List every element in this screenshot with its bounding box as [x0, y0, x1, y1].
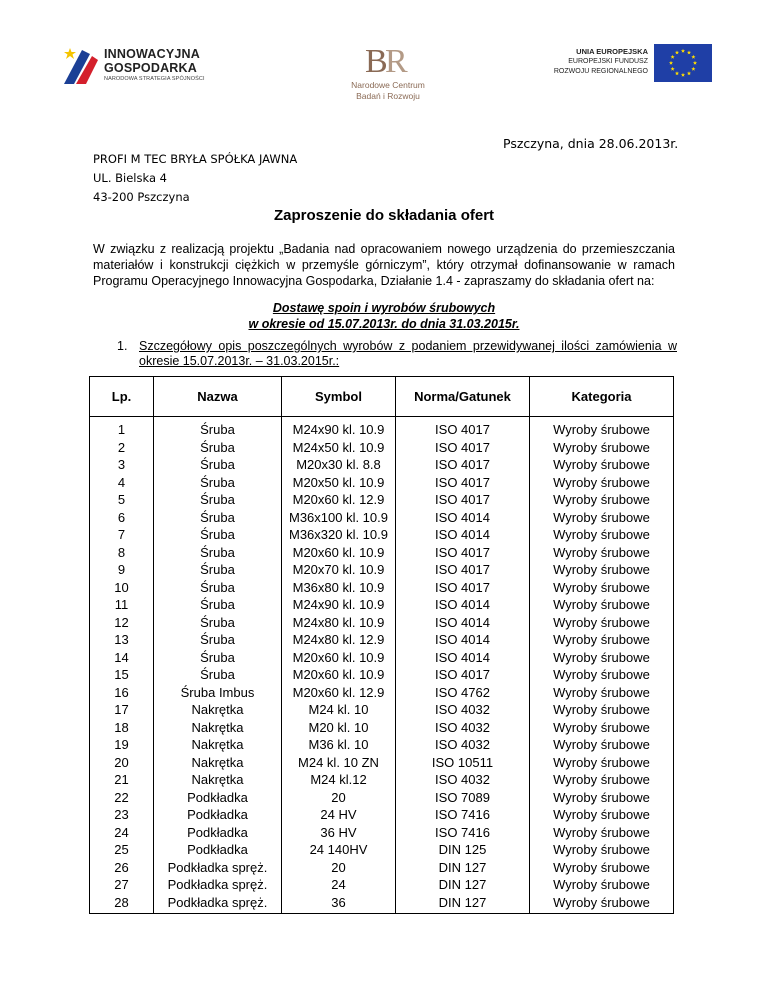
cell-kategoria: Wyroby śrubowe — [530, 719, 674, 737]
offer-subject-line1: Dostawę spoin i wyrobów śrubowych — [272, 301, 496, 315]
cell-nazwa: Nakrętka — [154, 771, 282, 789]
header-symbol: Symbol — [282, 377, 396, 417]
cell-norma: ISO 4017 — [396, 561, 530, 579]
cell-kategoria: Wyroby śrubowe — [530, 456, 674, 474]
cell-kategoria: Wyroby śrubowe — [530, 754, 674, 772]
cell-norma: ISO 4762 — [396, 684, 530, 702]
cell-lp: 15 — [90, 666, 154, 684]
cell-norma: ISO 4014 — [396, 509, 530, 527]
cell-norma: DIN 127 — [396, 894, 530, 914]
cell-nazwa: Śruba — [154, 561, 282, 579]
cell-nazwa: Śruba — [154, 456, 282, 474]
cell-kategoria: Wyroby śrubowe — [530, 544, 674, 562]
cell-lp: 13 — [90, 631, 154, 649]
cell-kategoria: Wyroby śrubowe — [530, 579, 674, 597]
table-row — [90, 579, 674, 597]
cell-norma: DIN 127 — [396, 876, 530, 894]
cell-norma: ISO 7089 — [396, 789, 530, 807]
innowacyjna-gospodarka-emblem-icon — [62, 44, 100, 86]
cell-lp: 12 — [90, 614, 154, 632]
cell-norma: ISO 4017 — [396, 474, 530, 492]
cell-norma: ISO 4032 — [396, 719, 530, 737]
cell-norma: ISO 7416 — [396, 806, 530, 824]
cell-kategoria: Wyroby śrubowe — [530, 736, 674, 754]
cell-symbol: 24 HV — [282, 806, 396, 824]
cell-kategoria: Wyroby śrubowe — [530, 841, 674, 859]
list-item-number: 1. — [117, 339, 128, 353]
cell-nazwa: Śruba — [154, 579, 282, 597]
company-address-block — [93, 150, 297, 207]
ncbr-logo — [333, 42, 443, 104]
cell-kategoria: Wyroby śrubowe — [530, 824, 674, 842]
offer-subject-line2: w okresie od 15.07.2013r. do dnia 31.03.2015r. — [248, 317, 520, 331]
cell-lp: 17 — [90, 701, 154, 719]
products-table — [89, 376, 674, 914]
cell-symbol: M24 kl.12 — [282, 771, 396, 789]
cell-lp: 28 — [90, 894, 154, 914]
cell-kategoria: Wyroby śrubowe — [530, 509, 674, 527]
cell-symbol: M36x100 kl. 10.9 — [282, 509, 396, 527]
cell-symbol: M36x320 kl. 10.9 — [282, 526, 396, 544]
cell-kategoria: Wyroby śrubowe — [530, 894, 674, 914]
cell-lp: 7 — [90, 526, 154, 544]
cell-kategoria: Wyroby śrubowe — [530, 417, 674, 439]
cell-nazwa: Śruba — [154, 666, 282, 684]
cell-kategoria: Wyroby śrubowe — [530, 876, 674, 894]
cell-lp: 23 — [90, 806, 154, 824]
cell-norma: ISO 4014 — [396, 649, 530, 667]
eu-flag-icon — [654, 44, 712, 82]
table-row — [90, 736, 674, 754]
cell-symbol: M24 kl. 10 — [282, 701, 396, 719]
cell-lp: 27 — [90, 876, 154, 894]
cell-norma: ISO 4017 — [396, 439, 530, 457]
table-row — [90, 684, 674, 702]
table-row — [90, 789, 674, 807]
ig-logo-line1: INNOWACYJNA — [104, 47, 200, 61]
ncbr-logo-line1: Narodowe Centrum — [351, 80, 425, 90]
header-norma: Norma/Gatunek — [396, 377, 530, 417]
header-lp: Lp. — [90, 377, 154, 417]
offer-subject — [0, 300, 768, 332]
cell-lp: 5 — [90, 491, 154, 509]
cell-nazwa: Nakrętka — [154, 754, 282, 772]
ig-logo-line2: GOSPODARKA — [104, 61, 197, 75]
svg-text:B: B — [365, 43, 388, 76]
list-item-text: Szczegółowy opis poszczególnych wyrobów z podaniem przewidywanej ilości zamówienia w okresie 15.07.2013r. – 31.03.2015r.: — [139, 339, 677, 368]
cell-norma: ISO 10511 — [396, 754, 530, 772]
cell-lp: 9 — [90, 561, 154, 579]
table-body — [90, 417, 674, 914]
place-and-date: Pszczyna, dnia 28.06.2013r. — [503, 136, 679, 151]
ncbr-logo-line2: Badań i Rozwoju — [356, 91, 420, 101]
cell-nazwa: Podkładka — [154, 841, 282, 859]
cell-symbol: M24x80 kl. 12.9 — [282, 631, 396, 649]
table-row — [90, 771, 674, 789]
table-row — [90, 631, 674, 649]
cell-symbol: M20x60 kl. 12.9 — [282, 491, 396, 509]
cell-nazwa: Śruba — [154, 417, 282, 439]
header-kategoria: Kategoria — [530, 377, 674, 417]
cell-symbol: 20 — [282, 859, 396, 877]
cell-symbol: 24 — [282, 876, 396, 894]
cell-norma: DIN 127 — [396, 859, 530, 877]
cell-kategoria: Wyroby śrubowe — [530, 526, 674, 544]
table-header-row — [90, 377, 674, 417]
table-row — [90, 491, 674, 509]
cell-nazwa: Śruba — [154, 544, 282, 562]
cell-kategoria: Wyroby śrubowe — [530, 789, 674, 807]
table-row — [90, 474, 674, 492]
cell-norma: ISO 4032 — [396, 736, 530, 754]
cell-norma: ISO 4032 — [396, 701, 530, 719]
ncbr-br-monogram-icon — [361, 42, 415, 76]
cell-symbol: M24x90 kl. 10.9 — [282, 417, 396, 439]
cell-norma: ISO 4017 — [396, 544, 530, 562]
cell-symbol: M36 kl. 10 — [282, 736, 396, 754]
table-row — [90, 561, 674, 579]
cell-lp: 26 — [90, 859, 154, 877]
intro-paragraph: W związku z realizacją projektu „Badania nad opracowaniem nowego urządzenia do przemieszczania materiałów i konstrukcji ciężkich w przemyśle górniczym”, który otrzymał dofinansowanie w ramach Programu Operacyjnego Innowacyjna Gospodarka, Działanie 1.4 - zapraszamy do składania ofert na: — [93, 242, 675, 288]
table-row — [90, 596, 674, 614]
cell-nazwa: Podkładka — [154, 824, 282, 842]
cell-symbol: M20x60 kl. 10.9 — [282, 649, 396, 667]
cell-lp: 14 — [90, 649, 154, 667]
cell-symbol: M24x80 kl. 10.9 — [282, 614, 396, 632]
cell-kategoria: Wyroby śrubowe — [530, 701, 674, 719]
table-row — [90, 701, 674, 719]
cell-symbol: M20x60 kl. 10.9 — [282, 666, 396, 684]
cell-lp: 22 — [90, 789, 154, 807]
cell-kategoria: Wyroby śrubowe — [530, 474, 674, 492]
cell-nazwa: Śruba — [154, 474, 282, 492]
table-row — [90, 719, 674, 737]
cell-nazwa: Śruba — [154, 526, 282, 544]
cell-lp: 1 — [90, 417, 154, 439]
cell-nazwa: Śruba — [154, 439, 282, 457]
cell-nazwa: Podkładka spręż. — [154, 894, 282, 914]
cell-lp: 2 — [90, 439, 154, 457]
cell-nazwa: Podkładka — [154, 806, 282, 824]
company-street: UL. Bielska 4 — [93, 171, 167, 185]
cell-norma: ISO 4017 — [396, 456, 530, 474]
cell-lp: 11 — [90, 596, 154, 614]
table-row — [90, 754, 674, 772]
cell-symbol: 36 — [282, 894, 396, 914]
table-row — [90, 649, 674, 667]
cell-kategoria: Wyroby śrubowe — [530, 491, 674, 509]
cell-kategoria: Wyroby śrubowe — [530, 771, 674, 789]
cell-norma: ISO 4014 — [396, 526, 530, 544]
cell-nazwa: Śruba — [154, 631, 282, 649]
header-nazwa: Nazwa — [154, 377, 282, 417]
cell-nazwa: Śruba — [154, 491, 282, 509]
cell-norma: ISO 4017 — [396, 579, 530, 597]
cell-lp: 25 — [90, 841, 154, 859]
cell-symbol: M20x60 kl. 12.9 — [282, 684, 396, 702]
table-row — [90, 544, 674, 562]
cell-kategoria: Wyroby śrubowe — [530, 649, 674, 667]
svg-text:R: R — [385, 43, 408, 76]
cell-norma: ISO 4017 — [396, 666, 530, 684]
cell-kategoria: Wyroby śrubowe — [530, 806, 674, 824]
table-row — [90, 614, 674, 632]
table-row — [90, 439, 674, 457]
ig-logo-line3: NARODOWA STRATEGIA SPÓJNOŚCI — [104, 76, 205, 82]
cell-symbol: 36 HV — [282, 824, 396, 842]
cell-kategoria: Wyroby śrubowe — [530, 596, 674, 614]
cell-symbol: M24x50 kl. 10.9 — [282, 439, 396, 457]
cell-nazwa: Podkładka — [154, 789, 282, 807]
cell-nazwa: Nakrętka — [154, 701, 282, 719]
document-title: Zaproszenie do składania ofert — [273, 207, 495, 224]
table-row — [90, 417, 674, 439]
cell-kategoria: Wyroby śrubowe — [530, 561, 674, 579]
cell-symbol: M24 kl. 10 ZN — [282, 754, 396, 772]
cell-symbol: M20x50 kl. 10.9 — [282, 474, 396, 492]
table-row — [90, 859, 674, 877]
table-row — [90, 526, 674, 544]
eu-logo-line1: UNIA EUROPEJSKA — [576, 47, 648, 56]
cell-lp: 18 — [90, 719, 154, 737]
cell-norma: ISO 7416 — [396, 824, 530, 842]
emblem-star — [64, 48, 76, 59]
table-row — [90, 806, 674, 824]
table-row — [90, 894, 674, 914]
cell-symbol: 24 140HV — [282, 841, 396, 859]
cell-lp: 10 — [90, 579, 154, 597]
cell-symbol: M20x60 kl. 10.9 — [282, 544, 396, 562]
cell-symbol: M36x80 kl. 10.9 — [282, 579, 396, 597]
cell-symbol: 20 — [282, 789, 396, 807]
cell-nazwa: Śruba — [154, 509, 282, 527]
table-row — [90, 456, 674, 474]
company-city: 43-200 Pszczyna — [93, 190, 190, 204]
table-row — [90, 666, 674, 684]
cell-norma: ISO 4032 — [396, 771, 530, 789]
cell-norma: ISO 4014 — [396, 614, 530, 632]
cell-norma: ISO 4014 — [396, 631, 530, 649]
cell-lp: 20 — [90, 754, 154, 772]
cell-nazwa: Podkładka spręż. — [154, 859, 282, 877]
cell-kategoria: Wyroby śrubowe — [530, 859, 674, 877]
company-name: PROFI M TEC BRYŁA SPÓŁKA JAWNA — [93, 152, 298, 166]
cell-kategoria: Wyroby śrubowe — [530, 631, 674, 649]
innowacyjna-gospodarka-logo — [62, 44, 212, 86]
table-row — [90, 509, 674, 527]
cell-nazwa: Śruba — [154, 649, 282, 667]
cell-nazwa: Podkładka spręż. — [154, 876, 282, 894]
cell-symbol: M20 kl. 10 — [282, 719, 396, 737]
table-row — [90, 841, 674, 859]
cell-lp: 4 — [90, 474, 154, 492]
table-row — [90, 876, 674, 894]
eu-logo — [548, 44, 712, 82]
cell-lp: 21 — [90, 771, 154, 789]
cell-symbol: M20x70 kl. 10.9 — [282, 561, 396, 579]
cell-norma: ISO 4017 — [396, 491, 530, 509]
cell-symbol: M20x30 kl. 8.8 — [282, 456, 396, 474]
cell-lp: 24 — [90, 824, 154, 842]
cell-lp: 8 — [90, 544, 154, 562]
cell-kategoria: Wyroby śrubowe — [530, 439, 674, 457]
cell-kategoria: Wyroby śrubowe — [530, 684, 674, 702]
cell-kategoria: Wyroby śrubowe — [530, 666, 674, 684]
cell-norma: ISO 4017 — [396, 417, 530, 439]
cell-nazwa: Śruba — [154, 596, 282, 614]
cell-nazwa: Śruba Imbus — [154, 684, 282, 702]
eu-logo-line2: EUROPEJSKI FUNDUSZ — [568, 58, 648, 65]
cell-nazwa: Śruba — [154, 614, 282, 632]
cell-nazwa: Nakrętka — [154, 736, 282, 754]
cell-norma: DIN 125 — [396, 841, 530, 859]
eu-logo-line3: ROZWOJU REGIONALNEGO — [553, 68, 648, 75]
cell-lp: 3 — [90, 456, 154, 474]
cell-kategoria: Wyroby śrubowe — [530, 614, 674, 632]
cell-symbol: M24x90 kl. 10.9 — [282, 596, 396, 614]
cell-nazwa: Nakrętka — [154, 719, 282, 737]
cell-lp: 16 — [90, 684, 154, 702]
cell-norma: ISO 4014 — [396, 596, 530, 614]
cell-lp: 19 — [90, 736, 154, 754]
table-row — [90, 824, 674, 842]
cell-lp: 6 — [90, 509, 154, 527]
